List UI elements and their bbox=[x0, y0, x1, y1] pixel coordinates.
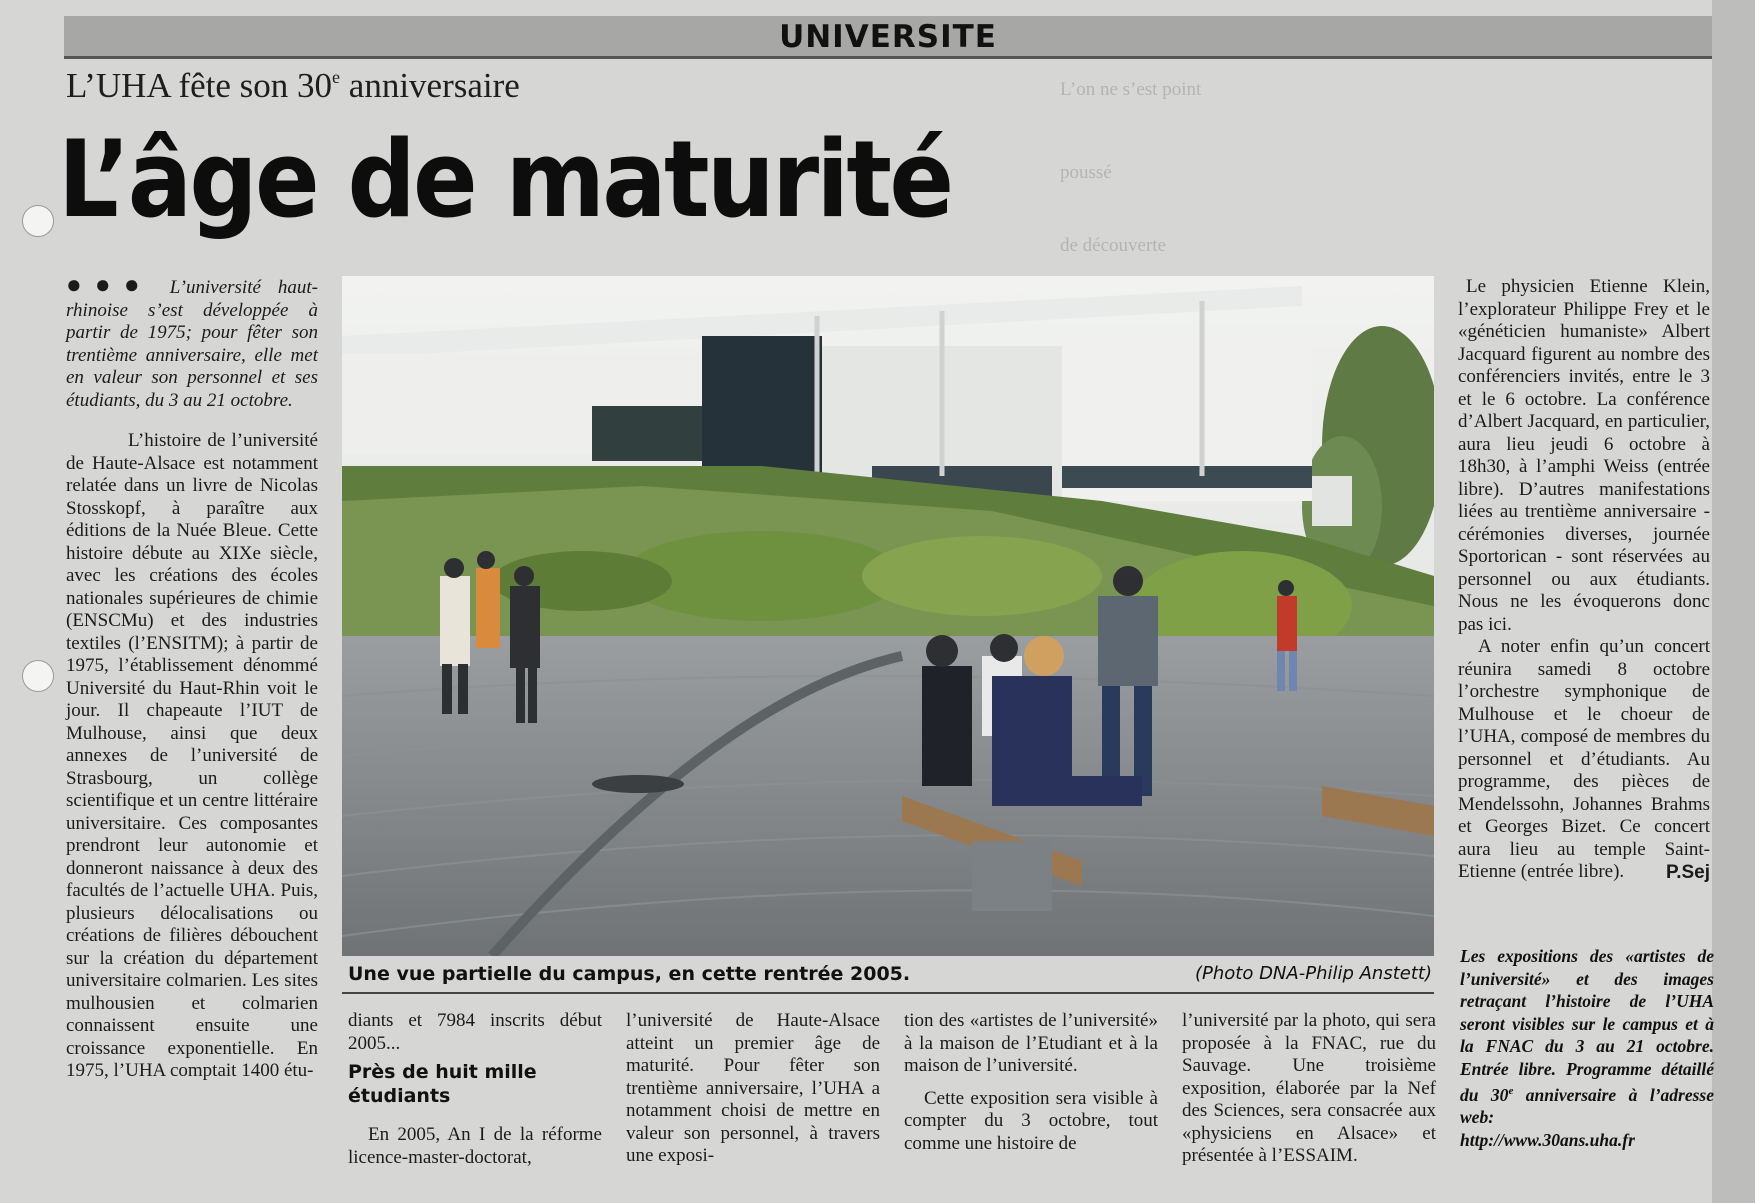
kicker-sup: e bbox=[332, 67, 341, 87]
right-p1: Le physicien Etienne Klein, l’explorateur Philippe Frey et le «généticien humaniste» Albert Jacquard figurent au nombre des conférenciers invités, entre le 3 et le 6 octobre. La conférence d’Albert Jacquard, en particulier, aura lieu jeudi 6 octobre à 18h30, à l’amphi Weiss (entrée libre). D’autres manifestations liées au trentième anniversaire - cérémonies diverses, journée Sportorican - sont réservées au personnel ou aux étudiants. Nous ne les évoquerons donc pas ici. bbox=[1458, 276, 1710, 635]
col2-text2: En 2005, An I de la réforme licence-master-doctorat, bbox=[348, 1124, 602, 1168]
photo-credit: (Photo DNA-Philip Anstett) bbox=[1194, 963, 1432, 984]
headline: L’âge de maturité bbox=[58, 118, 952, 241]
col4-p2: Cette exposition sera visible à compter du 3 octobre, tout comme une histoire de bbox=[904, 1087, 1158, 1154]
bullet-dots: ●●● bbox=[66, 270, 153, 299]
photo-caption: Une vue partielle du campus, en cette rentrée 2005. bbox=[348, 963, 911, 985]
signature: P.Sej bbox=[1665, 861, 1710, 883]
right-column bbox=[1458, 276, 1710, 884]
intro-paragraph bbox=[66, 270, 318, 412]
column-4 bbox=[904, 1010, 1158, 1155]
bleed-through-text bbox=[1060, 78, 1230, 257]
box-text-end: anniversaire à l’adresse web: bbox=[1460, 1084, 1715, 1128]
program-url[interactable]: http://www.30ans.uha.fr bbox=[1460, 1129, 1635, 1150]
column-3: l’université de Haute-Alsace atteint un premier âge de maturité. Pour fêter son trentième anniversaire, l’UHA a notamment choisi de mettre en valeur son personnel, à travers une exposi- bbox=[626, 1010, 880, 1166]
kicker-text-end: anniversaire bbox=[340, 66, 520, 105]
campus-illustration bbox=[342, 276, 1434, 956]
right-p2: A noter enfin qu’un concert réunira samedi 8 octobre l’orchestre symphonique de Mulhouse et le choeur de l’UHA, composé de membres du personnel et d’étudiants. Au programme, des pièces de Mendelssohn, Johannes Brahms et Georges Bizet. Ce concert aura lieu au temple Saint-Etienne (entrée libre). bbox=[1458, 636, 1710, 882]
column-2 bbox=[348, 1010, 602, 1055]
bleed-line: de découverte bbox=[1060, 235, 1167, 256]
column-5: l’université par la photo, qui sera proposée à la FNAC, rue du Sauvage. Une troisième exposition, élaborée par la Nef des Sciences, sera consacrée aux «physiciens en Alsace» et présentée à l’ESSAIM. bbox=[1182, 1010, 1436, 1166]
kicker bbox=[66, 66, 520, 116]
punch-hole-bottom bbox=[22, 660, 54, 692]
col1-body: L’histoire de l’université de Haute-Alsace est notamment relatée dans un livre de Nicolas Stosskopf, à paraître aux éditions de la Nuée Bleue. Cette histoire débute au XIXe siècle, avec les créations des écoles nationales supérieures de chimie (ENSCMu) et des industries textiles (l’ENSITM); à partir de 1975, l’établissement dénommé Université du Haut-Rhin voit le jour. Il chapeaute l’IUT de Mulhouse, ainsi que deux annexes de l’université de Strasbourg, un collège scientifique et un centre littéraire universitaire. Ces composantes prendront leur autonomie et donneront naissance à deux des facultés de l’actuelle UHA. Puis, plusieurs délocalisations ou créations de filières débouchent sur la création du département universitaire colmarien. Les sites mulhousien et colmarien connaissent ensuite une croissance exponentielle. En 1975, l’UHA comptait 1400 étu- bbox=[66, 430, 318, 1081]
campus-photo bbox=[342, 276, 1434, 956]
col2-text: diants et 7984 inscrits début 2005... bbox=[348, 1010, 602, 1054]
caption-rule bbox=[342, 992, 1434, 994]
intro-text: L’université haut-rhinoise s’est développée à partir de 1975; pour fêter son trentième anniversaire, elle met en valeur son personnel et ses étudiants, du 3 au 21 octobre. bbox=[66, 277, 318, 411]
box-sup: e bbox=[1508, 1085, 1514, 1097]
subhead: Près de huit mille étudiants bbox=[348, 1061, 537, 1107]
section-banner bbox=[64, 16, 1712, 59]
punch-hole-top bbox=[22, 205, 54, 237]
info-box bbox=[1460, 945, 1714, 1151]
section-label: UNIVERSITE bbox=[779, 19, 997, 55]
box-text: Les expositions des «artistes de l’université» et des images retraçant l’histoire de l’UHA seront visibles sur le campus et à la FNAC du 3 au 21 octobre. Entrée libre. Programme détaillé du 30 bbox=[1460, 946, 1714, 1105]
bleed-line: poussé bbox=[1060, 162, 1112, 183]
bleed-line: L’on ne s’est point bbox=[1060, 79, 1202, 100]
page-edge bbox=[1712, 0, 1755, 1203]
kicker-text: L’UHA fête son 30 bbox=[66, 66, 333, 105]
column-1 bbox=[66, 270, 318, 1083]
col4-p1: tion des «artistes de l’université» à la maison de l’Etudiant et à la maison de l’université. bbox=[904, 1010, 1158, 1076]
